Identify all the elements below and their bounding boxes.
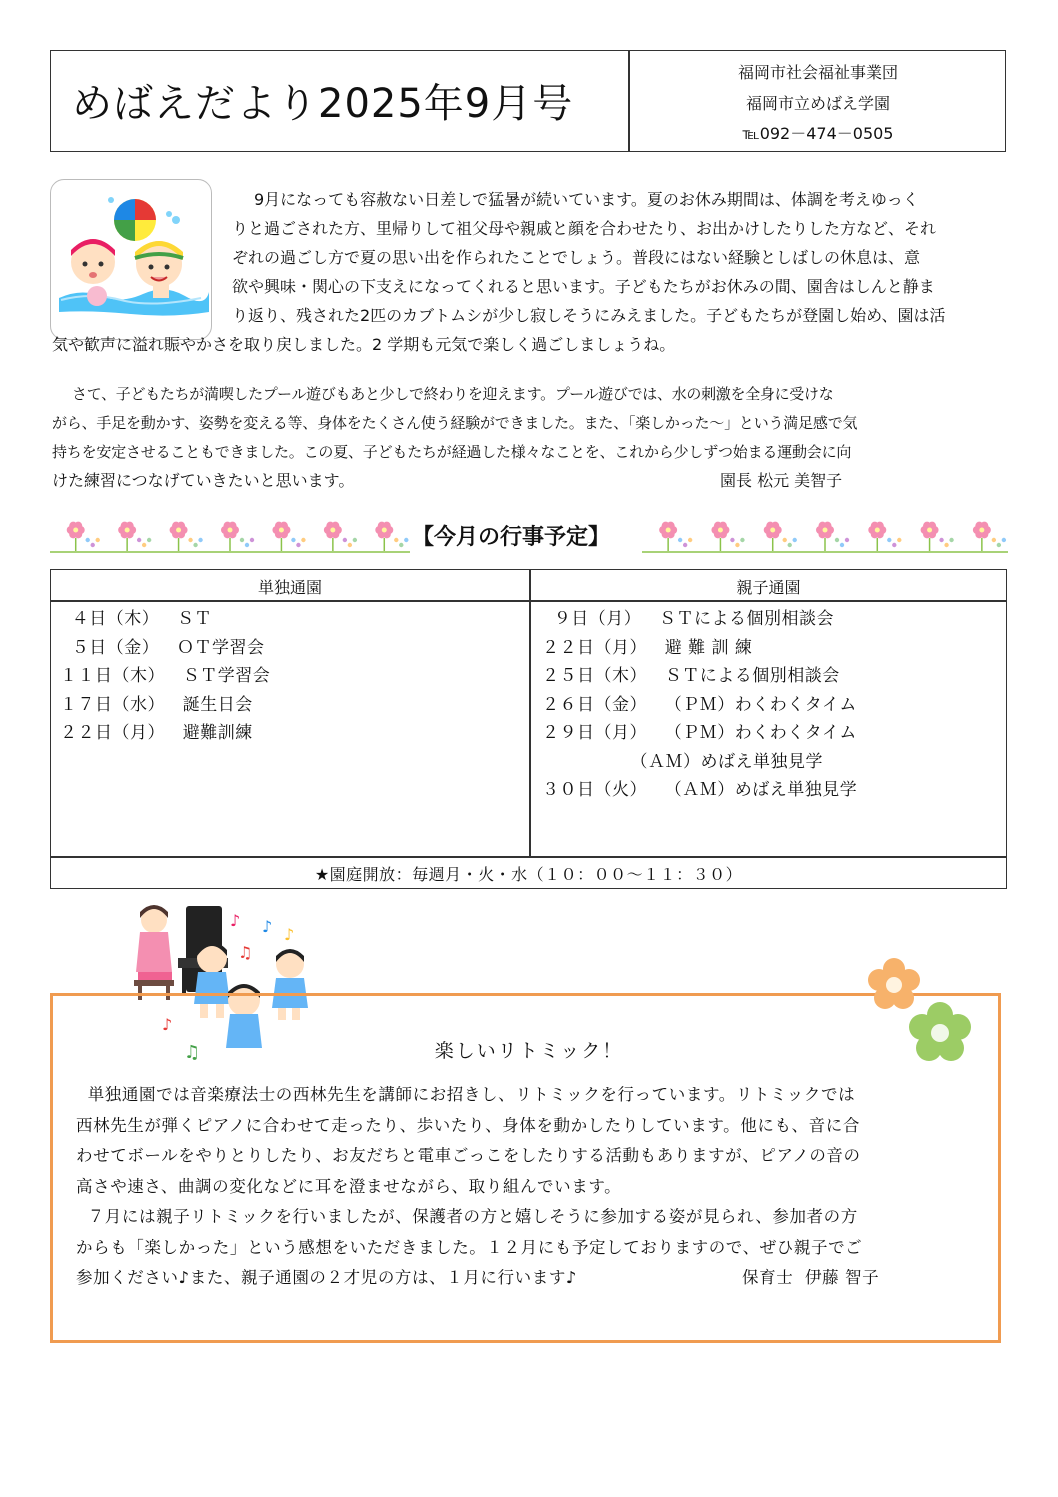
rhythmic-line: ７月には親子リトミックを行いましたが、保護者の方と嬉しそうに参加する姿が見られ、参加者の方 bbox=[76, 1207, 858, 1226]
decor-dot bbox=[835, 538, 839, 542]
decor-dot bbox=[296, 543, 300, 547]
list-item: ２２日（月） 避 難 訓 練 bbox=[542, 637, 753, 658]
decor-dot bbox=[91, 543, 95, 547]
decor-dot bbox=[343, 538, 347, 542]
garden-open-note: ★園庭開放：毎週月・火・水（１０：００～１１：３０） bbox=[314, 865, 743, 884]
list-item: ２９日（月） （ＰＭ）わくわくタイム bbox=[542, 723, 857, 743]
teacher-signature: 保育士 伊藤 智子 bbox=[742, 1268, 880, 1287]
flower-icon bbox=[711, 522, 729, 551]
list-item: ２５日（木） ＳＴによる個別相談会 bbox=[542, 666, 840, 686]
list-item: １１日（木） ＳＴ学習会 bbox=[60, 666, 271, 686]
flower-icon bbox=[816, 522, 834, 551]
decor-dot bbox=[939, 538, 943, 542]
decor-dot bbox=[193, 543, 197, 547]
decor-dot bbox=[887, 538, 891, 542]
svg-text:♪: ♪ bbox=[230, 911, 241, 930]
decor-dot bbox=[997, 543, 1001, 547]
decor-dot bbox=[735, 543, 739, 547]
rhythmic-line: からも「楽しかった」という感想をいただきました。１２月にも予定しておりますので、ぜひ親子でご bbox=[76, 1237, 863, 1257]
intro-line: り返り、残された2匹のカブトムシが少し寂しそうにみえました。子どもたちが登園し始め、園は活 bbox=[232, 306, 946, 325]
flower-icon bbox=[272, 522, 290, 551]
flower-icon bbox=[170, 522, 188, 551]
flower-border-right bbox=[642, 514, 1008, 554]
newsletter-title: めばえだより2025年9月号 bbox=[72, 81, 574, 127]
rhythmic-line: 単独通園では音楽療法士の西林先生を講師にお招きし、リトミックを行っています。リトミックでは bbox=[76, 1085, 856, 1104]
list-item: ４日（木） ＳＴ bbox=[60, 609, 213, 629]
intro-line: 9月になっても容赦ない日差しで猛暑が続いています。夏のお休み期間は、体調を考えゆっく bbox=[254, 190, 919, 209]
rhythmic-line: 高さや速さ、曲調の変化などに耳を澄ませながら、取り組んでいます。 bbox=[76, 1176, 622, 1196]
list-item: ９日（月） ＳＴによる個別相談会 bbox=[542, 609, 835, 629]
decor-dot bbox=[892, 543, 896, 547]
decor-dot bbox=[730, 538, 734, 542]
decor-dot bbox=[845, 538, 849, 542]
flower-icon bbox=[868, 522, 886, 551]
decor-dot bbox=[240, 538, 244, 542]
intro-line: さて、子どもたちが満喫したプール遊びもあと少しで終わりを迎えます。プール遊びでは、水の刺激を全身に受けな bbox=[72, 385, 834, 403]
table-column-divider bbox=[529, 569, 531, 857]
decor-dot bbox=[399, 543, 403, 547]
single-events-list bbox=[60, 605, 270, 748]
list-item: ２２日（月） 避難訓練 bbox=[60, 723, 253, 743]
decor-dot bbox=[348, 543, 352, 547]
org-name: 福岡市社会福祉事業団 bbox=[737, 63, 898, 82]
decor-dot bbox=[678, 538, 682, 542]
intro-line: りと過ごされた方、里帰りして祖父母や親戚と顔を合わせたり、お出かけしたりした方など、それ bbox=[232, 219, 937, 238]
list-item: １７日（水） 誕生日会 bbox=[60, 694, 253, 715]
flower-icon bbox=[659, 522, 677, 551]
parent-child-attendance-header: 親子通園 bbox=[736, 578, 801, 597]
intro-line: 気や歓声に溢れ賑やかさを取り戻しました。2 学期も元気で楽しく過ごしましょうね。 bbox=[52, 335, 676, 354]
svg-text:♫: ♫ bbox=[184, 1042, 201, 1060]
svg-text:♫: ♫ bbox=[238, 943, 253, 962]
decor-dot bbox=[840, 543, 844, 547]
decor-dot bbox=[353, 538, 357, 542]
rhythmic-line: 参加ください♪また、親子通園の２才児の方は、１月に行います♪ bbox=[76, 1268, 578, 1287]
decor-dot bbox=[992, 538, 996, 542]
decor-dot bbox=[86, 538, 90, 542]
events-heading: 【今月の行事予定】 bbox=[412, 525, 611, 550]
decor-dot bbox=[147, 538, 151, 542]
list-item: ５日（金） ＯＴ学習会 bbox=[60, 637, 265, 658]
svg-text:♪: ♪ bbox=[262, 917, 273, 936]
flower-icon bbox=[375, 522, 393, 551]
list-item: （ＡＭ）めばえ単独見学 bbox=[542, 751, 824, 772]
flower-icon bbox=[118, 522, 136, 551]
intro-line: 欲や興味・関心の下支えになってくれると思います。子どもたちがお休みの間、園舎はしんと静ま bbox=[232, 277, 935, 296]
decor-dot bbox=[944, 543, 948, 547]
decor-dot bbox=[788, 543, 792, 547]
flower-icon bbox=[67, 522, 85, 551]
decor-dot bbox=[740, 538, 744, 542]
decor-dot bbox=[142, 543, 146, 547]
decor-dot bbox=[1002, 538, 1006, 542]
phone-number: ℡092－474－0505 bbox=[742, 124, 894, 143]
decor-dot bbox=[96, 538, 100, 542]
decor-dot bbox=[188, 538, 192, 542]
decor-dot bbox=[793, 538, 797, 542]
decor-dot bbox=[137, 538, 141, 542]
decor-dot bbox=[897, 538, 901, 542]
decor-dot bbox=[301, 538, 305, 542]
list-item: ３０日（火） （ＡＭ）めばえ単独見学 bbox=[542, 780, 858, 800]
intro-line: けた練習につなげていきたいと思います。 bbox=[52, 471, 355, 490]
pool-illustration bbox=[50, 179, 212, 340]
flower-icon bbox=[324, 522, 342, 551]
svg-text:♪: ♪ bbox=[284, 925, 295, 944]
decor-dot bbox=[394, 538, 398, 542]
rhythmic-line: 西林先生が弾くピアノに合わせて走ったり、歩いたり、身体を動かしたりしています。他にも、音に合 bbox=[76, 1115, 860, 1135]
flower-icon bbox=[764, 522, 782, 551]
flower-icon bbox=[221, 522, 239, 551]
decor-dot bbox=[688, 538, 692, 542]
flower-icon bbox=[973, 522, 991, 551]
list-item: ２６日（金） （ＰＭ）わくわくタイム bbox=[542, 694, 857, 715]
decor-dot bbox=[683, 543, 687, 547]
parent-events-list bbox=[542, 605, 857, 805]
decor-dot bbox=[198, 538, 202, 542]
rhythmic-body bbox=[76, 1080, 862, 1294]
rhythmic-title: 楽しいリトミック！ bbox=[434, 1040, 624, 1062]
intro-line: 持ちを安定させることもできました。この夏、子どもたちが経過した様々なことを、これから少しずつ始まる運動会に向 bbox=[52, 443, 852, 461]
flower-border-left bbox=[50, 514, 410, 554]
decor-dot bbox=[404, 538, 408, 542]
decor-dot bbox=[783, 538, 787, 542]
decor-dot bbox=[245, 543, 249, 547]
single-attendance-header: 単独通園 bbox=[257, 578, 322, 597]
decor-dot bbox=[949, 538, 953, 542]
intro-line: ぞれの過ごし方で夏の思い出を作られたことでしょう。普段にはない経験としばしの休息は、意 bbox=[232, 248, 921, 267]
rhythmic-line: わせてボールをやりとりしたり、お友だちと電車ごっこをしたりする活動もありますが、ピアノの音の bbox=[76, 1146, 861, 1165]
decor-dot bbox=[250, 538, 254, 542]
principal-signature: 園長 松元 美智子 bbox=[720, 471, 843, 490]
svg-text:♪: ♪ bbox=[162, 1015, 173, 1034]
intro-line: がら、手足を動かす、姿勢を変える等、身体をたくさん使う経験ができました。また、「楽しかった～」という満足感で気 bbox=[52, 414, 858, 432]
flower-icon bbox=[921, 522, 939, 551]
decor-dot bbox=[291, 538, 295, 542]
school-name: 福岡市立めばえ学園 bbox=[745, 94, 890, 113]
